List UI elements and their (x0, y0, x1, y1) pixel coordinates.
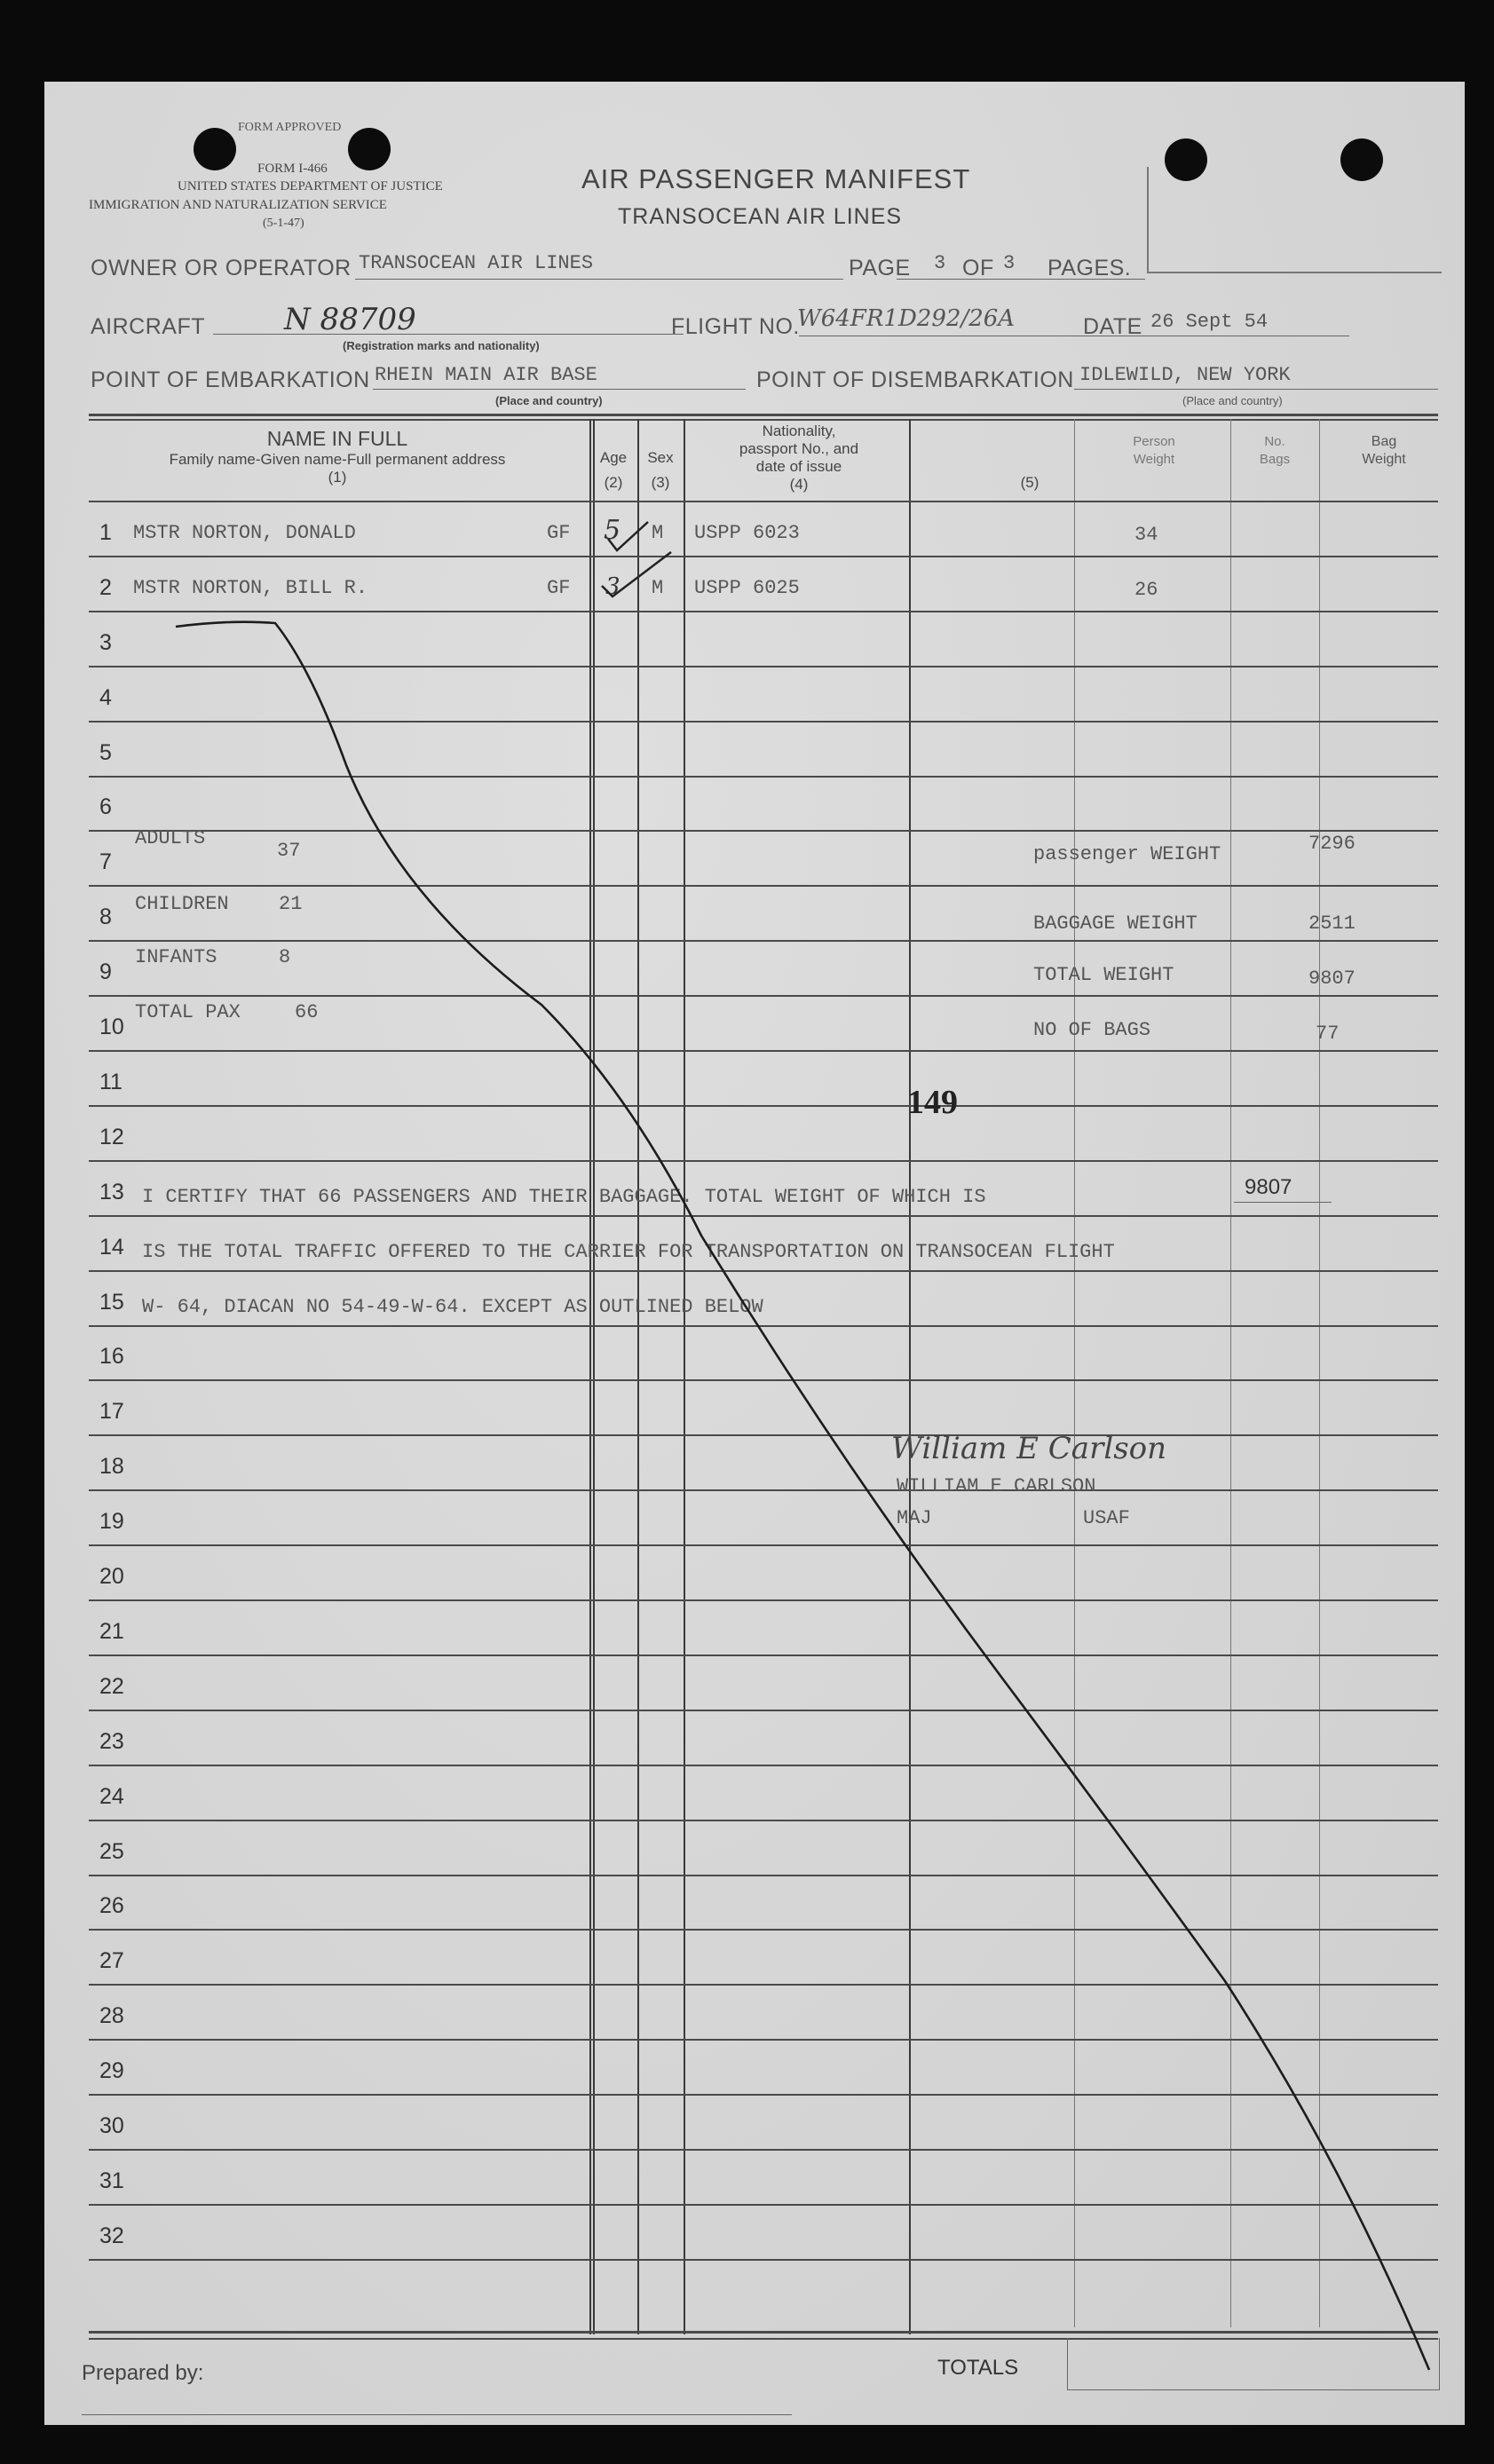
total-weight-label: TOTAL WEIGHT (1033, 964, 1174, 986)
signer-branch: USAF (1083, 1507, 1130, 1529)
signer-rank: MAJ (897, 1507, 932, 1529)
baggage-weight-label: BAGGAGE WEIGHT (1033, 912, 1198, 935)
col-name-num: (1) (328, 469, 347, 486)
owner-label: OWNER OR OPERATOR (91, 256, 352, 280)
row-number: 30 (99, 2113, 124, 2138)
passenger-code: GF (547, 577, 571, 599)
row-number: 7 (99, 849, 112, 874)
col-sex-label: Sex (647, 449, 674, 466)
signer-name: WILLIAM E CARLSON (897, 1475, 1096, 1497)
row-number: 9 (99, 960, 112, 984)
owner-value: TRANSOCEAN AIR LINES (359, 252, 594, 274)
row-number: 25 (99, 1839, 124, 1864)
row-number: 23 (99, 1729, 124, 1754)
row-number: 14 (99, 1235, 124, 1260)
flight-value: W64FR1D292/26A (797, 305, 1016, 332)
children-count: 21 (279, 893, 303, 915)
embark-value: RHEIN MAIN AIR BASE (375, 364, 597, 386)
col-nat-line2: passport No., and (739, 440, 859, 457)
col-bags-label: Bags (1259, 452, 1291, 467)
row-number: 24 (99, 1784, 124, 1809)
col-nat-line1: Nationality, (762, 423, 836, 439)
row-number: 10 (99, 1015, 124, 1039)
infants-count: 8 (279, 946, 291, 968)
form-title: AIR PASSENGER MANIFEST (581, 163, 971, 194)
form-approved: FORM APPROVED (238, 121, 342, 134)
date-label: DATE (1083, 314, 1142, 339)
prepared-by-label: Prepared by: (82, 2361, 204, 2385)
adults-label: ADULTS (135, 827, 206, 849)
row-number: 16 (99, 1344, 124, 1369)
total-pax-label: TOTAL PAX (135, 1001, 241, 1023)
passenger-name: MSTR NORTON, BILL R. (133, 577, 368, 599)
row-number: 27 (99, 1948, 124, 1973)
page-total: 3 (1003, 252, 1016, 274)
col-nat-num: (4) (789, 476, 809, 493)
row-number: 1 (99, 520, 112, 545)
signature-script: William E Carlson (891, 1431, 1167, 1466)
manifest-page (44, 82, 1465, 2425)
row-number: 12 (99, 1125, 124, 1149)
row-number: 8 (99, 904, 112, 929)
row-number: 17 (99, 1399, 124, 1424)
adults-count: 37 (277, 840, 301, 862)
row-number: 29 (99, 2058, 124, 2083)
col-person-label: Person (1133, 434, 1175, 449)
aircraft-note: (Registration marks and nationality) (343, 339, 540, 352)
col-bag-weight-label: Weight (1362, 452, 1406, 467)
page-stamp-number: 149 (907, 1084, 958, 1121)
row-number: 2 (99, 575, 112, 600)
col-age-label: Age (599, 449, 628, 466)
children-label: CHILDREN (135, 893, 229, 915)
row-number: 32 (99, 2223, 124, 2248)
checkmark-1 (608, 522, 648, 550)
form-number: FORM I-466 (257, 162, 328, 176)
checkmark-2 (602, 552, 671, 596)
row-number: 22 (99, 1674, 124, 1699)
row-number: 20 (99, 1564, 124, 1589)
row-number: 15 (99, 1290, 124, 1315)
aircraft-label: AIRCRAFT (91, 314, 205, 339)
page-label: PAGE (849, 256, 911, 280)
passenger-passport: USPP 6025 (694, 577, 800, 599)
infants-label: INFANTS (135, 946, 217, 968)
certification-line-2: IS THE TOTAL TRAFFIC OFFERED TO THE CARRIER FOR TRANSPORTATION ON TRANSOCEAN FLIGHT (142, 1241, 1115, 1263)
passenger-passport: USPP 6023 (694, 522, 800, 544)
totals-label: TOTALS (937, 2356, 1019, 2380)
agency-line-1: UNITED STATES DEPARTMENT OF JUSTICE (178, 179, 443, 193)
row-number: 6 (99, 794, 112, 819)
baggage-weight-value: 2511 (1308, 912, 1356, 935)
col-5-header: (5) (1020, 474, 1039, 491)
col-name-title: NAME IN FULL (266, 427, 408, 450)
row-number: 4 (99, 685, 112, 710)
bags-count-label: NO OF BAGS (1033, 1019, 1151, 1041)
embark-note: (Place and country) (495, 394, 603, 407)
row-number: 18 (99, 1454, 124, 1479)
passenger-age: 5 (604, 515, 621, 546)
row-number: 11 (99, 1070, 123, 1094)
agency-line-2: IMMIGRATION AND NATURALIZATION SERVICE (89, 198, 387, 212)
row-number: 13 (99, 1180, 124, 1204)
total-weight-value: 9807 (1308, 967, 1356, 990)
form-subtitle: TRANSOCEAN AIR LINES (618, 204, 903, 229)
row-number: 26 (99, 1893, 124, 1918)
pages-label: PAGES. (1047, 256, 1132, 280)
col-bags-no: No. (1264, 434, 1285, 449)
disembark-value: IDLEWILD, NEW YORK (1079, 364, 1291, 386)
col-name-sub: Family name-Given name-Full permanent address (169, 451, 506, 468)
total-pax-count: 66 (295, 1001, 319, 1023)
passenger-age: 3 (605, 573, 621, 600)
date-value: 26 Sept 54 (1150, 311, 1269, 333)
certification-line-1: I CERTIFY THAT 66 PASSENGERS AND THEIR BAGGAGE. TOTAL WEIGHT OF WHICH IS (142, 1186, 986, 1208)
disembark-label: POINT OF DISEMBARKATION (756, 367, 1074, 392)
certification-weight: 9807 (1245, 1175, 1292, 1199)
cancel-stroke (44, 82, 1465, 2425)
embark-label: POINT OF EMBARKATION (91, 367, 370, 392)
passenger-sex: M (652, 577, 664, 599)
col-nat-line3: date of issue (755, 458, 842, 475)
passenger-weight-label: passenger WEIGHT (1033, 843, 1221, 865)
passenger-weight: 26 (1134, 579, 1158, 601)
page-number: 3 (934, 252, 946, 274)
passenger-name: MSTR NORTON, DONALD (133, 522, 356, 544)
passenger-weight: 34 (1134, 524, 1158, 546)
col-bag-label: Bag (1371, 434, 1397, 449)
col-sex-num: (3) (651, 474, 670, 491)
passenger-code: GF (547, 522, 571, 544)
col-person-weight-label: Weight (1133, 452, 1175, 467)
flight-label: FLIGHT NO. (671, 314, 800, 339)
passenger-sex: M (652, 522, 664, 544)
bags-count-value: 77 (1316, 1023, 1340, 1045)
row-number: 5 (99, 740, 112, 765)
row-number: 21 (99, 1619, 124, 1644)
passenger-weight-value: 7296 (1308, 833, 1356, 855)
cancel-stroke-path (176, 622, 1429, 2370)
of-label: OF (962, 256, 994, 280)
row-number: 19 (99, 1509, 124, 1534)
col-age-num: (2) (604, 474, 623, 491)
row-number: 3 (99, 630, 112, 655)
row-number: 31 (99, 2168, 124, 2193)
form-date: (5-1-47) (263, 217, 304, 230)
disembark-note: (Place and country) (1182, 394, 1283, 407)
aircraft-value: N 88709 (284, 302, 416, 337)
certification-line-3: W- 64, DIACAN NO 54-49-W-64. EXCEPT AS OUTLINED BELOW (142, 1296, 763, 1318)
row-number: 28 (99, 2003, 124, 2028)
